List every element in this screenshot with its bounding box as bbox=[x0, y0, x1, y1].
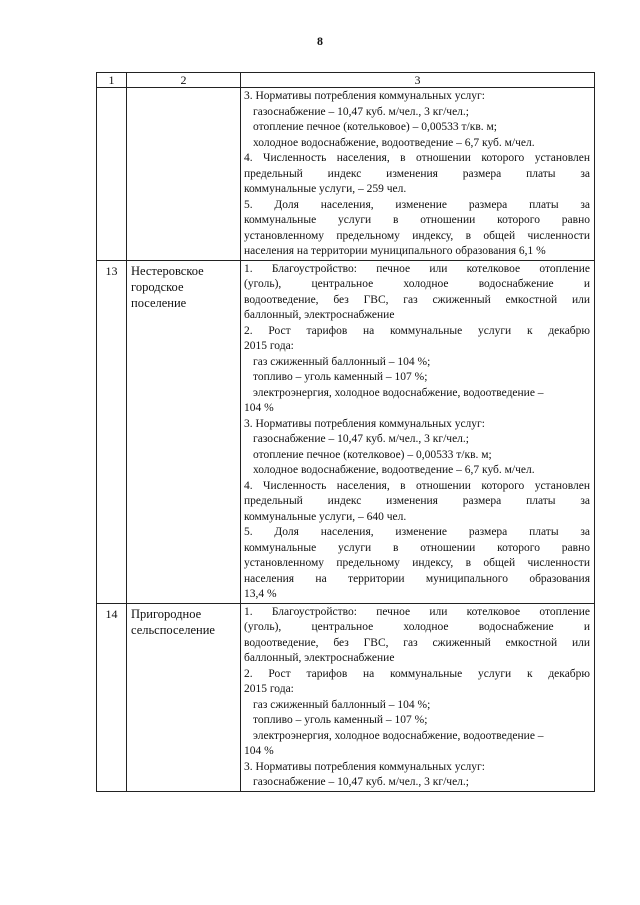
municipality-name-line: городское bbox=[131, 279, 184, 294]
municipality-name-line: Пригородное bbox=[131, 606, 202, 621]
indicator-text-line: 2015 года: bbox=[244, 683, 294, 695]
table-row bbox=[97, 260, 595, 603]
indicator-text-line: холодное водоснабжение, водоотведение – 6,7 куб. м/чел. bbox=[253, 136, 535, 149]
column-header-1: 1 bbox=[97, 73, 127, 88]
column-header-2: 2 bbox=[127, 73, 241, 88]
indicator-text-line: 2015 года: bbox=[244, 340, 294, 352]
indicator-text-line: 4. Численность населения, в отношении которого установлен bbox=[244, 479, 590, 492]
indicator-text-line: предельный индекс изменения размера платы за bbox=[244, 495, 590, 507]
indicator-text-line: 1. Благоустройство: печное или котелковое отопление bbox=[244, 262, 590, 275]
indicator-text-line: установленному предельному индексу, в общей численности bbox=[244, 557, 590, 569]
indicator-text-line: 4. Численность населения, в отношении которого установлен bbox=[244, 152, 590, 164]
municipality-name-cell bbox=[127, 260, 241, 603]
indicator-text-line: баллонный, электроснабжение bbox=[244, 652, 395, 664]
indicator-text-line: 3. Нормативы потребления коммунальных услуг: bbox=[244, 417, 485, 430]
indicator-text-line: населения на территории муниципального образования 6,1 % bbox=[244, 245, 546, 257]
indicator-text-line: водоотведение, без ГВС, газ сжиженный емкостной или bbox=[244, 293, 590, 306]
indicator-text-line: холодное водоснабжение, водоотведение – 6,7 куб. м/чел. bbox=[253, 464, 535, 476]
indicator-text-line: 104 % bbox=[244, 745, 274, 757]
municipality-name-line: Нестеровское bbox=[131, 263, 204, 278]
table-header-row bbox=[97, 73, 595, 88]
indicator-text-line: газ сжиженный баллонный – 104 %; bbox=[253, 698, 431, 711]
table-row bbox=[97, 88, 595, 261]
indicators-cell bbox=[241, 260, 595, 603]
indicator-text-line: отопление печное (котельковое) – 0,00533 т/кв. м; bbox=[253, 121, 497, 133]
indicator-text-line: 1. Благоустройство: печное или котелковое отопление bbox=[244, 605, 590, 618]
indicator-text-line: топливо – уголь каменный – 107 %; bbox=[253, 714, 428, 726]
municipality-name-cell bbox=[127, 603, 241, 791]
municipality-name-line: поселение bbox=[131, 295, 187, 310]
row-number-cell bbox=[97, 88, 127, 261]
indicator-text-line: 3. Нормативы потребления коммунальных услуг: bbox=[244, 760, 485, 773]
indicators-cell bbox=[241, 88, 595, 261]
tariff-table bbox=[96, 72, 595, 792]
indicator-text-line: отопление печное (котелковое) – 0,00533 т/кв. м; bbox=[253, 448, 492, 461]
indicator-text-line: (уголь), центральное холодное водоснабжение и bbox=[244, 278, 590, 290]
indicator-text-line: предельный индекс изменения размера платы за bbox=[244, 167, 590, 180]
indicator-text-line: электроэнергия, холодное водоснабжение, водоотведение – bbox=[253, 729, 544, 742]
indicator-text-line: баллонный, электроснабжение bbox=[244, 309, 395, 321]
indicator-text-line: газоснабжение – 10,47 куб. м/чел., 3 кг/чел.; bbox=[253, 433, 469, 445]
indicator-text-line: газоснабжение – 10,47 куб. м/чел., 3 кг/чел.; bbox=[253, 105, 469, 118]
indicator-text-line: коммунальные услуги, – 259 чел. bbox=[244, 183, 407, 195]
table-row bbox=[97, 603, 595, 791]
indicator-text-line: электроэнергия, холодное водоснабжение, водоотведение – bbox=[253, 386, 544, 399]
municipality-name-cell bbox=[127, 88, 241, 261]
indicators-cell bbox=[241, 603, 595, 791]
page-number: 8 bbox=[317, 34, 323, 48]
indicator-text-line: 13,4 % bbox=[244, 588, 277, 600]
indicator-text-line: газоснабжение – 10,47 куб. м/чел., 3 кг/чел.; bbox=[253, 776, 469, 788]
indicator-text-line: 104 % bbox=[244, 402, 274, 414]
indicator-text-line: 5. Доля населения, изменение размера платы за bbox=[244, 526, 590, 538]
column-header-3: 3 bbox=[241, 73, 595, 88]
indicator-text-line: установленному предельному индексу, в общей численности bbox=[244, 229, 590, 242]
indicator-text-line: коммунальные услуги в отношении которого равно bbox=[244, 541, 590, 554]
indicator-text-line: населения на территории муниципального образования bbox=[244, 572, 590, 585]
indicator-text-line: 5. Доля населения, изменение размера платы за bbox=[244, 198, 590, 211]
row-number-cell: 14 bbox=[97, 603, 127, 791]
indicator-text-line: (уголь), центральное холодное водоснабжение и bbox=[244, 621, 590, 633]
indicator-text-line: коммунальные услуги, – 640 чел. bbox=[244, 510, 407, 523]
row-number-cell: 13 bbox=[97, 260, 127, 603]
indicator-text-line: топливо – уголь каменный – 107 %; bbox=[253, 371, 428, 383]
tariff-table-body bbox=[97, 73, 595, 792]
indicator-text-line: 2. Рост тарифов на коммунальные услуги к декабрю bbox=[244, 324, 590, 337]
indicator-text-line: 3. Нормативы потребления коммунальных услуг: bbox=[244, 90, 485, 102]
indicator-text-line: 2. Рост тарифов на коммунальные услуги к декабрю bbox=[244, 667, 590, 680]
indicator-text-line: коммунальные услуги в отношении которого равно bbox=[244, 214, 590, 226]
indicator-text-line: водоотведение, без ГВС, газ сжиженный емкостной или bbox=[244, 636, 590, 649]
indicator-text-line: газ сжиженный баллонный – 104 %; bbox=[253, 355, 431, 368]
municipality-name-line: сельспоселение bbox=[131, 622, 215, 637]
